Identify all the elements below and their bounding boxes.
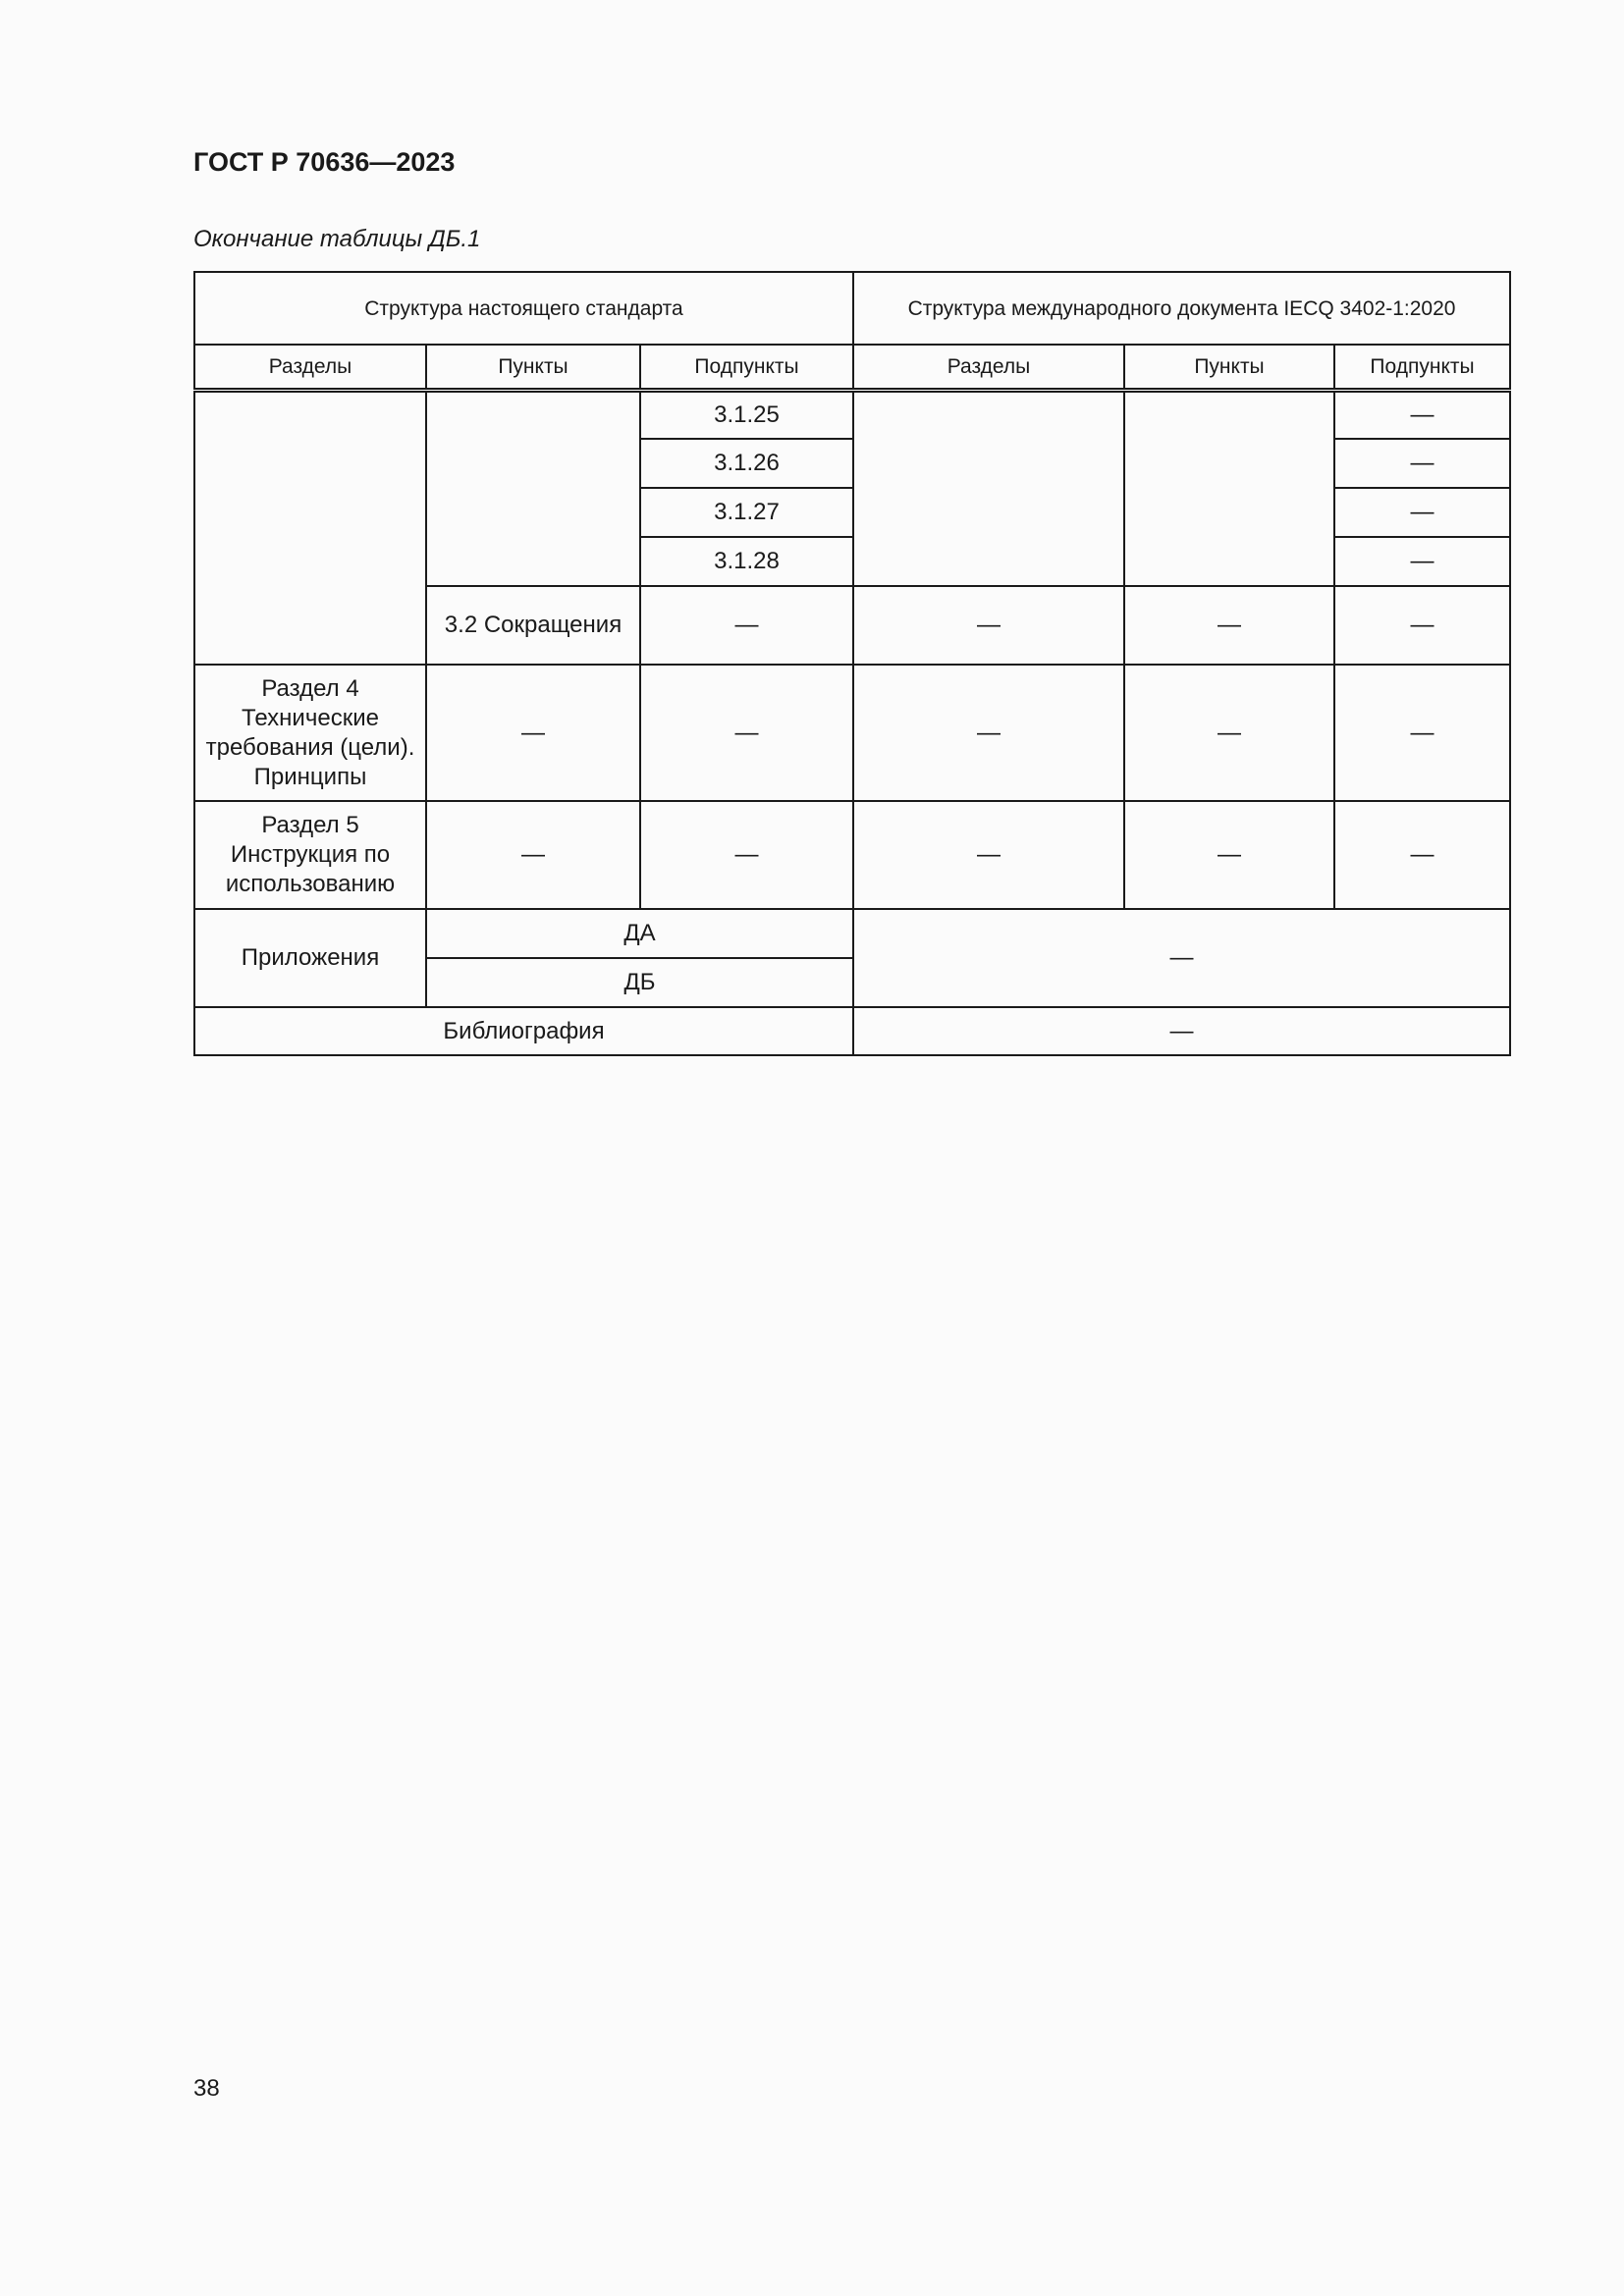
table-row: [194, 801, 1510, 909]
dash-cell: —: [853, 801, 1124, 909]
section-4-cell: Раздел 4 Технические требования (цели). Принципы: [194, 665, 426, 801]
table-row: [194, 390, 1510, 439]
table-row: [194, 909, 1510, 958]
column-header-intl-clauses: Пункты: [1124, 345, 1334, 390]
structure-comparison-table: [193, 271, 1511, 1056]
subclause-cell: 3.1.28: [640, 537, 853, 586]
dash-cell: —: [640, 586, 853, 665]
dash-cell: —: [1124, 801, 1334, 909]
group-header-international-text: Структура международного документа IECQ 3402-1:2020: [907, 296, 1456, 320]
dash-cell: —: [1334, 801, 1510, 909]
annex-db-cell: ДБ: [426, 958, 853, 1007]
column-header-intl-subclauses: Подпункты: [1334, 345, 1510, 390]
dash-cell: —: [1334, 390, 1510, 439]
dash-cell: —: [1334, 537, 1510, 586]
page-number: 38: [193, 2075, 220, 2102]
subclause-cell: 3.1.25: [640, 390, 853, 439]
dash-cell: —: [853, 909, 1510, 1007]
annex-da-cell: ДА: [426, 909, 853, 958]
dash-cell: —: [640, 801, 853, 909]
dash-cell: —: [853, 665, 1124, 801]
dash-cell: —: [1334, 665, 1510, 801]
dash-cell: —: [1334, 586, 1510, 665]
subclause-cell: 3.1.27: [640, 488, 853, 537]
column-header-sections: Разделы: [194, 345, 426, 390]
dash-cell: —: [1124, 586, 1334, 665]
column-header-subclauses: Подпункты: [640, 345, 853, 390]
empty-section-cell: [194, 390, 426, 665]
group-header-national: Структура настоящего стандарта: [194, 272, 853, 345]
table-row: [194, 665, 1510, 801]
dash-cell: —: [853, 586, 1124, 665]
dash-cell: —: [426, 801, 640, 909]
dash-cell: —: [426, 665, 640, 801]
dash-cell: —: [1334, 439, 1510, 488]
empty-intl-clause-cell: [1124, 390, 1334, 586]
annexes-label-cell: Приложения: [194, 909, 426, 1007]
bibliography-cell: Библиография: [194, 1007, 853, 1055]
document-title: ГОСТ Р 70636—2023: [193, 147, 456, 177]
table-row: [194, 1007, 1510, 1055]
empty-intl-section-cell: [853, 390, 1124, 586]
group-header-international: [853, 272, 1510, 345]
section-5-cell: Раздел 5 Инструкция по использованию: [194, 801, 426, 909]
dash-cell: —: [640, 665, 853, 801]
subclause-cell: 3.1.26: [640, 439, 853, 488]
dash-cell: —: [1334, 488, 1510, 537]
empty-clause-cell: [426, 390, 640, 586]
column-header-clauses: Пункты: [426, 345, 640, 390]
dash-cell: —: [1124, 665, 1334, 801]
clause-3-2-cell: 3.2 Сокращения: [426, 586, 640, 665]
dash-cell: —: [853, 1007, 1510, 1055]
table-caption: Окончание таблицы ДБ.1: [193, 226, 481, 252]
column-header-intl-sections: Разделы: [853, 345, 1124, 390]
